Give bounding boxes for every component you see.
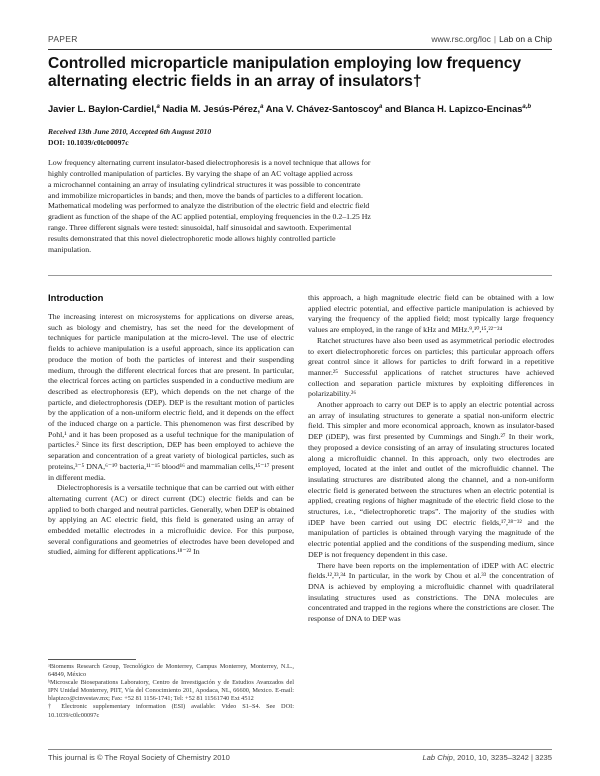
body-paragraph: Ratchet structures have also been used as asymmetrical periodic electrodes to exert dielectrophoretic forces on particles; this particular approach offers great control since it allows for particles to drift forward in a repetitive manner.²⁵ Successful applications of ratchet structures have achieved collection and separation particle mixtures by exploiting differences in polarizability.²⁶ (308, 335, 554, 399)
header-separator: | (493, 34, 497, 44)
body-paragraph: Another approach to carry out DEP is to apply an electric potential across an array of insulating structures to generate a spatial non-uniform electric field. This simpler and more economical approach, known as insulator-based DEP (iDEP), was first presented by Cummings and Singh.²⁷ In their work, they proposed a device consisting of an array of insulating structures located along a microfluidic channel. In this approach, only two electrodes are employed, located at the inlet and outlet of the microfluidic channel. The insulating structures are distributed along the channel, and a non-uniform electric field is generated between the structures when an electric potential is applied, creating regions of higher magnitude of the electric field close to the structures, i.e., “dielectrophoretic traps”. The majority of the studies with iDEP have been carried out using DC electric fields,¹⁷,²⁸⁻³² and the manipulation of particles is obtained through varying the magnitude of the electric potential applied and the conditions of the suspending medium, since DEP is not frequency dependent in this case. (308, 400, 554, 559)
footnote-affiliation-a: ᵃBiomems Research Group, Tecnológico de Monterrey, Campus Monterrey, Monterrey, N.L., 64849, México (48, 663, 294, 679)
author: and Blanca H. Lapizco-Encinas (384, 104, 523, 115)
abstract-line: results demonstrated that this novel dielectrophoretic mode allows highly controlled particle (48, 233, 336, 243)
abstract-line: manipulation. (48, 244, 92, 254)
page-number: 3235 (535, 753, 552, 762)
author-list (48, 101, 552, 115)
footnotes (48, 663, 294, 720)
footnote-affiliation-b: ᵇMicroscale Bioseparations Laboratory, Centro de Investigación y de Estudios Avanzados del IPN Unidad Monterrey, PIIT, Vía del Conocimiento 201, Apodaca, NL, 66600, Mexico. E-mail: blapizco@cinvestav.mx; Fax: +52 81 1156-1741; Tel: +52 81 11561740 Ext 4512 (48, 679, 294, 703)
section-label: PAPER (48, 34, 78, 44)
page-footer (48, 753, 552, 763)
received-dates: Received 13th June 2010, Accepted 6th August 2010 (48, 127, 212, 136)
abstract-line: a microchannel containing an array of insulating cylindrical structures it was possible to concentrate (48, 179, 361, 189)
author: Javier L. Baylon-Cardiel, (48, 104, 157, 115)
header-right (431, 34, 552, 44)
abstract-line: Low frequency alternating current insulator-based dielectrophoresis is a novel technique that allows for (48, 158, 371, 167)
citation-and-page (422, 753, 552, 762)
body-paragraph: this approach, a high magnitude electric field can be obtained with a low applied electric potential, and effective particle manipulation is achieved by varying the frequency of the applied field; most typically large frequency values are employed, in the range of kHz and MHz.⁹,¹⁰,¹⁵,²²⁻²⁴ (308, 293, 554, 335)
abstract (48, 158, 444, 256)
running-header (48, 34, 552, 46)
footer-rule (48, 749, 552, 750)
footnote-esi: † Electronic supplementary information (ESI) available: Video S1–S4. See DOI: 10.1039/c0lc00097c (48, 703, 294, 719)
left-column (48, 293, 294, 558)
paper-title: Controlled microparticle manipulation employing low frequency alternating electric fields in an array of insulators† (48, 55, 522, 90)
author: Ana V. Chávez-Santoscoy (265, 104, 380, 115)
author-affiliation: a (156, 104, 160, 110)
abstract-rule (48, 275, 552, 276)
author: Nadia M. Jesús-Pérez, (162, 104, 261, 115)
header-rule (48, 49, 552, 50)
footnote-rule (48, 659, 136, 660)
author-affiliation: a (379, 104, 383, 110)
author-affiliation: a,b (522, 104, 532, 110)
journal-url[interactable]: www.rsc.org/loc (431, 34, 491, 44)
section-heading-introduction: Introduction (48, 293, 104, 304)
body-paragraph: There have been reports on the implementation of iDEP with AC electric fields.¹²,³³,³⁴ In particular, in the work by Chou et al.³³ the concentration of DNA is achieved by employing a microfluidic channel with quadrilateral insulating structures used as constrictions. The DNA molecules are concentrated and trapped in the regions where the constrictions are closer. The response of DNA to DEP was (308, 560, 554, 624)
footer-journal: Lab Chip (422, 753, 453, 762)
abstract-line: Mathematical modeling was performed to analyze the distribution of the electric field and electric field (48, 201, 370, 211)
abstract-line: range. Three different signals were tested: sinusoidal, half sinusoidal and sawtooth. Experimental (48, 223, 352, 233)
right-column (308, 293, 554, 625)
author-affiliation: a (260, 104, 264, 110)
copyright-notice: This journal is © The Royal Society of Chemistry 2010 (48, 753, 230, 762)
doi-line[interactable]: DOI: 10.1039/c0lc00097c (48, 138, 129, 147)
abstract-line: gradient as function of the shape of the AC applied potential, employing frequencies in the 0.2–1.25 Hz (48, 212, 371, 222)
body-paragraph: The increasing interest on microsystems for applications on diverse areas, such as biology and chemistry, has set the need for the development of techniques for particle manipulation at the micro-level. The use of electric fields to achieve manipulation is a useful approach, since its application can produce the motion of both the particles of interest and their suspending medium, through the different electrical forces that are present. In particular, the electrical forces acting on particles suspended in a conductive medium are described as electrophoresis (EP), which depends on the net charge of the particle, and dielectrophoresis (DEP). DEP is the resultant motion of particles by the application of a non-uniform electric field, and it depends on the effect of the induced charge on a particle. This phenomenon was first described by Pohl,¹ and it has been proposed as a useful technique for the manipulation of particles.² Since its first description, DEP has been employed to achieve the separation and concentration of a great variety of biological particles, such as proteins,³⁻⁵ DNA,⁶⁻¹⁰ bacteria,¹¹⁻¹⁵ blood¹⁶ and mammalian cells,¹⁵⁻¹⁷ present in different media. (48, 312, 294, 482)
abstract-line: highly controlled manipulation of particles. By varying the shape of an AC voltage applied across (48, 168, 353, 178)
body-paragraph: Dielectrophoresis is a versatile technique that can be carried out with either alternating current (AC) or direct current (DC) electric fields and can be applied to both charged and neutral particles. Generally, when DEP is obtained by applying an AC electric field, this field is generated using an array of embedded metallic electrodes in a microfluidic device. For this purpose, several configurations and geometries of electrodes have been developed and studied, aiming for different applications.¹⁸⁻²² In (48, 483, 294, 557)
footer-citation: , 2010, 10, 3235–3242 (452, 753, 529, 762)
journal-name: Lab on a Chip (499, 34, 552, 44)
abstract-line: and immobilize microparticles in bands; and then, move the bands of particles to a different location. (48, 190, 363, 200)
footer-separator: | (530, 753, 533, 762)
